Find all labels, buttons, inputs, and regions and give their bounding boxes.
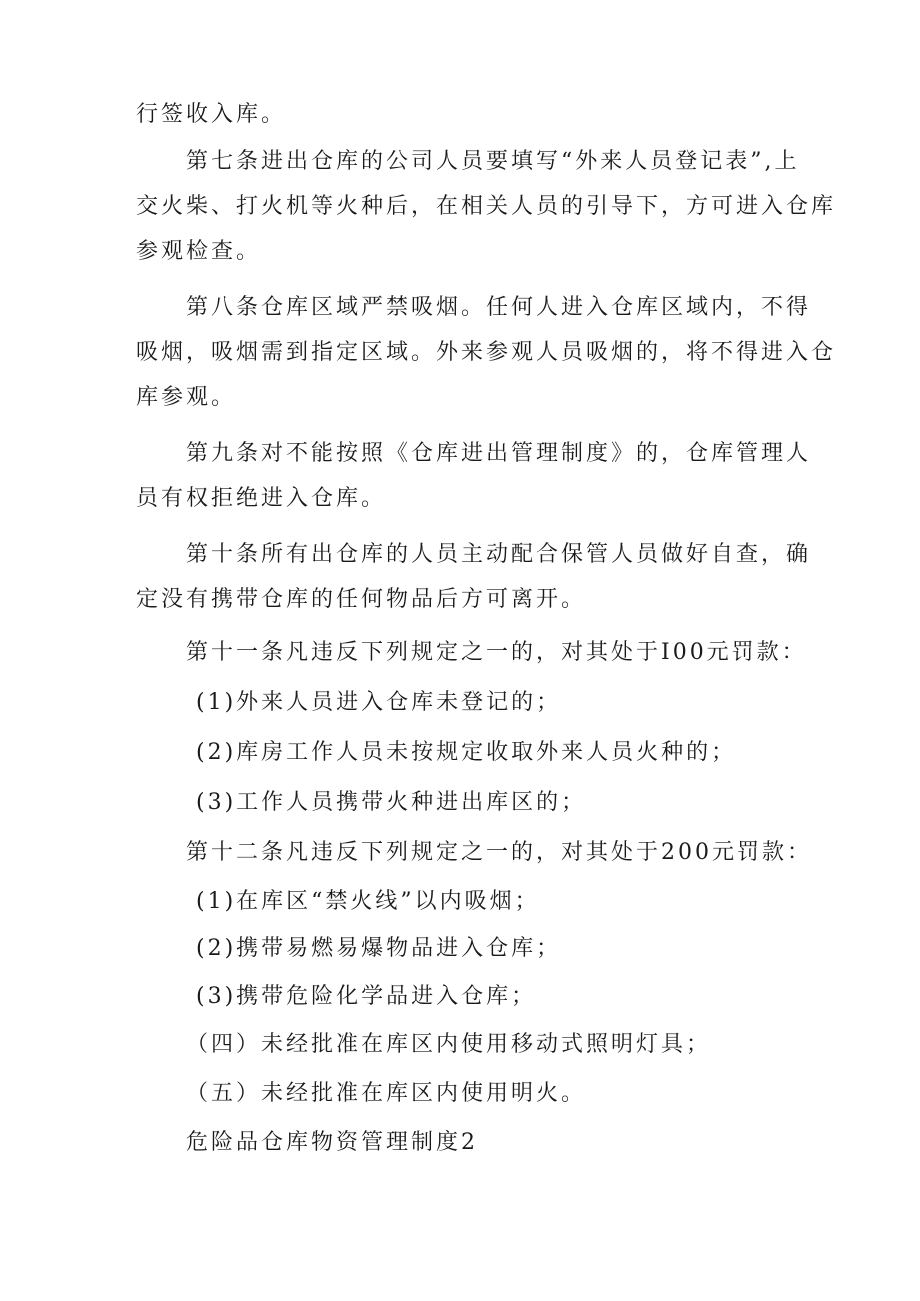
text-line: 参观检查。 [136, 239, 262, 264]
list-item: （四）未经批准在库区内使用移动式照明灯具； [186, 1032, 712, 1057]
list-item: (3)工作人员携带火种进出库区的； [196, 790, 587, 815]
list-item: （五）未经批准在库区内使用明火。 [186, 1081, 587, 1106]
list-item: (1)外来人员进入仓库未登记的； [196, 690, 562, 715]
article-12-line: 第十二条凡违反下列规定之一的，对其处于200元罚款： [186, 840, 812, 865]
text-line: 定没有携带仓库的任何物品后方可离开。 [136, 587, 587, 612]
list-item: (2)携带易燃易爆物品进入仓库； [196, 936, 562, 961]
text-line: 吸烟，吸烟需到指定区域。外来参观人员吸烟的，将不得进入仓 [136, 340, 837, 365]
section-heading: 危险品仓库物资管理制度2 [186, 1130, 478, 1155]
list-item: (2)库房工作人员未按规定收取外来人员火种的； [196, 740, 737, 765]
article-8-line: 第八条仓库区域严禁吸烟。任何人进入仓库区域内，不得 [186, 295, 812, 320]
text-line: 员有权拒绝进入仓库。 [136, 486, 387, 511]
article-7-line: 第七条进出仓库的公司人员要填写“外来人员登记表”,上 [186, 149, 800, 174]
article-11-line: 第十一条凡违反下列规定之一的，对其处于I00元罚款： [186, 640, 807, 665]
text-line: 交火柴、打火机等火种后，在相关人员的引导下，方可进入仓库 [136, 194, 837, 219]
list-item: (3)携带危险化学品进入仓库； [196, 984, 537, 1009]
text-line: 行签收入库。 [136, 102, 287, 127]
text-line: 库参观。 [136, 385, 237, 410]
article-10-line: 第十条所有出仓库的人员主动配合保管人员做好自查，确 [186, 542, 812, 567]
article-9-line: 第九条对不能按照《仓库进出管理制度》的，仓库管理人 [186, 441, 812, 466]
list-item: (1)在库区“禁火线”以内吸烟； [196, 889, 540, 914]
